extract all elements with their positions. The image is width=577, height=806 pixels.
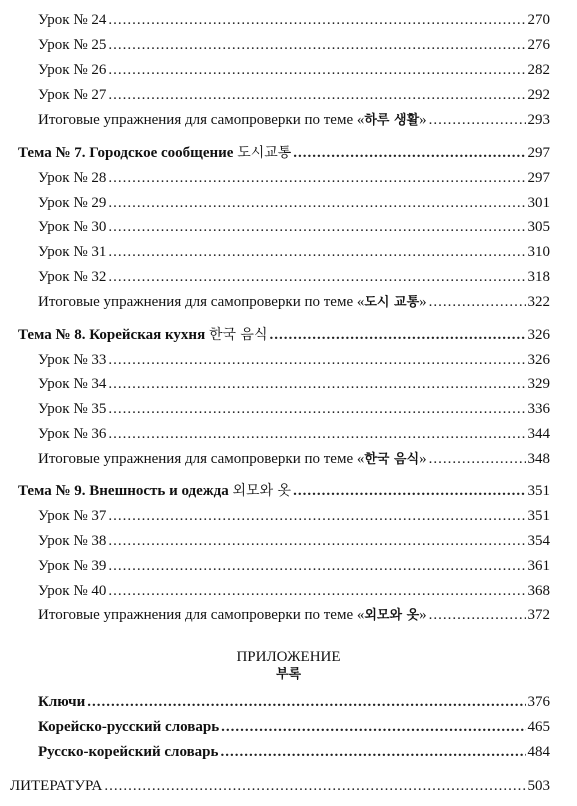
dot-leader	[108, 398, 525, 420]
toc-entry-lesson[interactable]	[0, 266, 577, 288]
toc-entry-page: 326	[527, 352, 550, 368]
toc-entry-lesson[interactable]	[0, 448, 577, 470]
toc-entry-label-text: Урок № 40	[38, 583, 107, 599]
toc-entry-lesson[interactable]	[0, 109, 577, 131]
toc-entry-label	[38, 59, 106, 81]
toc-entry-label	[38, 716, 219, 738]
toc-entry-page: 292	[527, 87, 550, 103]
dot-leader	[221, 716, 525, 738]
toc-entry-page: 297	[527, 145, 550, 161]
dot-leader	[429, 604, 526, 626]
toc-entry-label	[38, 9, 106, 31]
toc-entry-page: 322	[527, 294, 550, 310]
toc-entry-label-text: Русско-корейский словарь	[38, 744, 219, 760]
toc-entry-label	[38, 505, 106, 527]
toc-entry-label-text: Урок № 34	[38, 376, 107, 392]
dot-leader	[429, 291, 526, 313]
toc-entry-page: 297	[527, 170, 550, 186]
toc-entry-page: 293	[527, 112, 550, 128]
toc-entry-lesson[interactable]	[0, 34, 577, 56]
toc-entry-label	[38, 604, 427, 627]
toc-entry-label	[38, 423, 106, 445]
toc-entry-label	[38, 84, 106, 106]
toc-entry-label-suffix: »	[419, 294, 427, 310]
toc-entry-label-text: Итоговые упражнения для самопроверки по теме «	[38, 294, 365, 310]
toc-entry-page: 351	[527, 508, 550, 524]
toc-entry-lesson[interactable]	[0, 216, 577, 238]
dot-leader	[108, 266, 525, 288]
dot-leader	[108, 34, 525, 56]
toc-entry-label-text: Урок № 31	[38, 244, 107, 260]
toc-entry-lesson[interactable]	[0, 84, 577, 106]
toc-entry-literature[interactable]	[0, 775, 577, 797]
appendix-title: ПРИЛОЖЕНИЕ	[236, 649, 341, 665]
toc-entry-label-text: Итоговые упражнения для самопроверки по теме «	[38, 451, 365, 467]
dot-leader	[87, 691, 525, 713]
toc-entry-page: 348	[527, 451, 550, 467]
dot-leader	[108, 241, 525, 263]
toc-entry-label-suffix: »	[419, 112, 427, 128]
toc-entry-appendix[interactable]	[0, 691, 577, 713]
toc-entry-page: 282	[527, 62, 550, 78]
toc-entry-korean-text: 외모와 옷	[364, 608, 420, 623]
toc-entry-theme[interactable]	[0, 324, 577, 346]
toc-entry-label	[38, 530, 106, 552]
toc-entry-label	[18, 480, 291, 502]
dot-leader	[104, 775, 525, 797]
dot-leader	[108, 167, 525, 189]
dot-leader	[108, 59, 525, 81]
toc-entry-page: 361	[527, 558, 550, 574]
toc-entry-label	[38, 373, 106, 395]
dot-leader	[108, 84, 525, 106]
dot-leader	[108, 349, 525, 371]
toc-entry-label-text: Урок № 29	[38, 195, 107, 211]
toc-entry-page: 329	[527, 376, 550, 392]
toc-entry-label	[38, 34, 106, 56]
toc-entry-label-text: Урок № 36	[38, 426, 107, 442]
toc-entry-page: 465	[527, 719, 550, 735]
toc-entry-label	[38, 192, 106, 214]
toc-entry-korean-text: 도시 교통	[364, 295, 420, 310]
dot-leader	[108, 530, 525, 552]
toc-entry-label-text: Урок № 30	[38, 219, 107, 235]
toc-entry-page: 305	[527, 219, 550, 235]
dot-leader	[108, 580, 525, 602]
toc-entry-label	[38, 266, 106, 288]
toc-entry-lesson[interactable]	[0, 59, 577, 81]
toc-entry-label	[38, 580, 106, 602]
appendix-subtitle: 부록	[275, 667, 302, 682]
dot-leader	[108, 192, 525, 214]
toc-entry-label-text: Тема № 7. Городское сообщение	[18, 145, 238, 161]
dot-leader	[108, 423, 525, 445]
toc-entry-label-text: Итоговые упражнения для самопроверки по теме «	[38, 607, 365, 623]
toc-entry-label-text: Ключи	[38, 694, 86, 710]
toc-entry-label-text: Урок № 25	[38, 37, 107, 53]
toc-entry-label-text: Тема № 8. Корейская кухня	[18, 327, 209, 343]
toc-entry-page: 270	[527, 12, 550, 28]
toc-entry-label	[18, 324, 267, 346]
toc-entry-lesson[interactable]	[0, 505, 577, 527]
toc-entry-label	[18, 142, 291, 164]
toc-entry-label-suffix: »	[419, 607, 427, 623]
toc-entry-page: 310	[527, 244, 550, 260]
toc-entry-label-text: Урок № 35	[38, 401, 107, 417]
toc-entry-label-text: Урок № 32	[38, 269, 107, 285]
toc-entry-lesson[interactable]	[0, 423, 577, 445]
toc-entry-lesson[interactable]	[0, 604, 577, 626]
toc-entry-lesson[interactable]	[0, 373, 577, 395]
dot-leader	[269, 324, 525, 346]
toc-entry-lesson[interactable]	[0, 241, 577, 263]
toc-entry-page: 318	[527, 269, 550, 285]
toc-entry-lesson[interactable]	[0, 580, 577, 602]
toc-entry-label-text: Корейско-русский словарь	[38, 719, 220, 735]
toc-entry-page: 351	[527, 483, 550, 499]
toc-entry-lesson[interactable]	[0, 349, 577, 371]
toc-entry-page: 368	[527, 583, 550, 599]
dot-leader	[429, 109, 526, 131]
toc-entry-korean-text: 한국 음식	[364, 452, 420, 467]
toc-entry-page: 301	[527, 195, 550, 211]
toc-entry-label-text: Урок № 39	[38, 558, 107, 574]
dot-leader	[293, 480, 525, 502]
toc-entry-theme[interactable]	[0, 480, 577, 502]
toc-entry-lesson[interactable]	[0, 167, 577, 189]
toc-entry-page: 344	[527, 426, 550, 442]
dot-leader	[293, 142, 525, 164]
toc-entry-appendix[interactable]	[0, 741, 577, 763]
toc-entry-page: 336	[527, 401, 550, 417]
toc-entry-label	[38, 291, 427, 314]
toc-entry-appendix[interactable]	[0, 716, 577, 738]
toc-entry-label	[38, 216, 106, 238]
toc-entry-label	[38, 398, 106, 420]
toc-entry-label-text: Тема № 9. Внешность и одежда	[18, 483, 233, 499]
toc-entry-page: 326	[527, 327, 550, 343]
toc-entry-korean-text: 외모와 옷	[232, 483, 292, 499]
toc-entry-label-text: Урок № 24	[38, 12, 107, 28]
toc-entry-label-text: Урок № 28	[38, 170, 107, 186]
dot-leader	[108, 216, 525, 238]
toc-entry-lesson[interactable]	[0, 192, 577, 214]
toc-entry-label: ЛИТЕРАТУРА	[10, 778, 103, 794]
toc-entry-label	[38, 691, 85, 713]
toc-entry-page: 276	[527, 37, 550, 53]
toc-entry-label-text: Итоговые упражнения для самопроверки по теме «	[38, 112, 365, 128]
toc-entry-lesson[interactable]	[0, 530, 577, 552]
toc-entry-page: 503	[527, 778, 550, 794]
dot-leader	[108, 555, 525, 577]
toc-entry-korean-text: 하루 생활	[364, 113, 420, 128]
toc-entry-korean-text: 한국 음식	[208, 327, 268, 343]
dot-leader	[108, 373, 525, 395]
toc-entry-label-suffix: »	[419, 451, 427, 467]
toc-entry-label	[38, 349, 106, 371]
toc-entry-label-text: Урок № 33	[38, 352, 107, 368]
dot-leader	[108, 505, 525, 527]
dot-leader	[429, 448, 526, 470]
dot-leader	[220, 741, 525, 763]
toc-entry-label-text: Урок № 38	[38, 533, 107, 549]
toc-entry-label	[38, 109, 427, 132]
toc-entry-lesson[interactable]	[0, 398, 577, 420]
toc-entry-label	[38, 241, 106, 263]
toc-entry-label	[38, 741, 218, 763]
dot-leader	[108, 9, 525, 31]
toc-entry-label	[38, 555, 106, 577]
toc-entry-label-text: Урок № 27	[38, 87, 107, 103]
toc-entry-label-text: Урок № 37	[38, 508, 107, 524]
toc-entry-lesson[interactable]	[0, 9, 577, 31]
toc-entry-page: 376	[527, 694, 550, 710]
toc-entry-korean-text: 도시교통	[237, 145, 292, 161]
toc-entry-lesson[interactable]	[0, 291, 577, 313]
toc-entry-label	[38, 448, 427, 471]
toc-entry-lesson[interactable]	[0, 555, 577, 577]
toc-entry-page: 354	[527, 533, 550, 549]
toc-entry-page: 372	[527, 607, 550, 623]
toc-entry-theme[interactable]	[0, 142, 577, 164]
toc-entry-page: 484	[527, 744, 550, 760]
toc-entry-label-text: Урок № 26	[38, 62, 107, 78]
toc-entry-label	[38, 167, 106, 189]
